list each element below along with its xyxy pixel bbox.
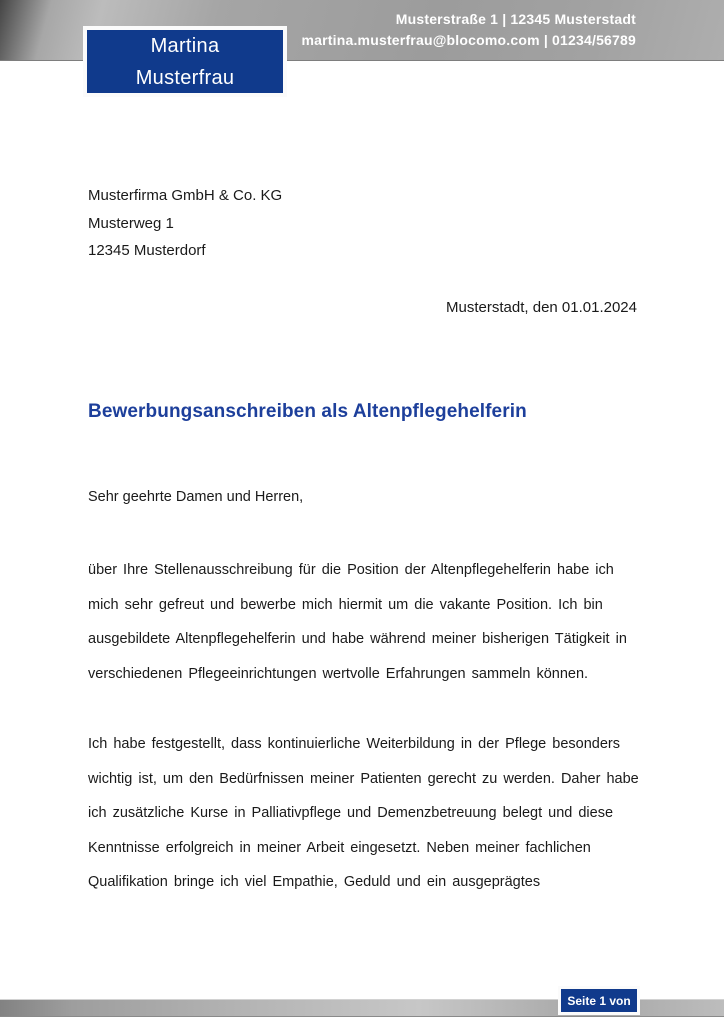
paragraph-line: über Ihre Stellenausschreibung für die Position der Altenpflegehelferin habe ich xyxy=(88,562,614,578)
recipient-address-block xyxy=(88,182,282,265)
header-contact-block xyxy=(302,9,637,51)
recipient-city: 12345 Musterdorf xyxy=(88,242,206,259)
sender-first-name: Martina xyxy=(150,34,220,57)
paragraph-line: ausgebildete Altenpflegehelferin und habe während meiner bisherigen Tätigkeit in xyxy=(88,631,627,648)
sender-last-name: Musterfrau xyxy=(135,66,235,89)
paragraph-line: mich sehr gefreut und bewerbe mich hiermit um die vakante Position. Ich bin xyxy=(88,596,603,613)
paragraph-line: Qualifikation bringe ich viel Empathie, Geduld und ein ausgeprägtes xyxy=(88,874,541,891)
paragraph-line: ich zusätzliche Kurse in Palliativpflege und Demenzbetreuung belegt und diese xyxy=(88,805,614,822)
salutation: Sehr geehrte Damen und Herren, xyxy=(88,489,304,505)
date-line: Musterstadt, den 01.01.2024 xyxy=(446,299,637,316)
page-number-badge xyxy=(558,986,640,1015)
paragraph-line: wichtig ist, um den Bedürfnissen meiner Patienten gerecht zu werden. Daher habe xyxy=(88,770,639,787)
sender-name-box xyxy=(83,26,287,97)
paragraph-line: Kenntnisse erfolgreich in meiner Arbeit eingesetzt. Neben meiner fachlichen xyxy=(88,839,591,856)
recipient-company: Musterfirma GmbH & Co. KG xyxy=(88,187,283,204)
recipient-street: Musterweg 1 xyxy=(88,214,174,232)
header-contact-line: martina.musterfrau@blocomo.com | 01234/56789 xyxy=(301,32,636,48)
body-paragraph-2 xyxy=(88,727,639,900)
page-number-label: Seite 1 von xyxy=(567,993,631,1008)
paragraph-line: Ich habe festgestellt, dass kontinuierliche Weiterbildung in der Pflege besonders xyxy=(88,736,620,752)
body-paragraph-1 xyxy=(88,553,627,691)
subject-heading: Bewerbungsanschreiben als Altenpflegehelferin xyxy=(88,401,527,422)
paragraph-line: verschiedenen Pflegeeinrichtungen wertvolle Erfahrungen sammeln können. xyxy=(88,665,589,682)
header-address-line: Musterstraße 1 | 12345 Musterstadt xyxy=(395,11,636,27)
